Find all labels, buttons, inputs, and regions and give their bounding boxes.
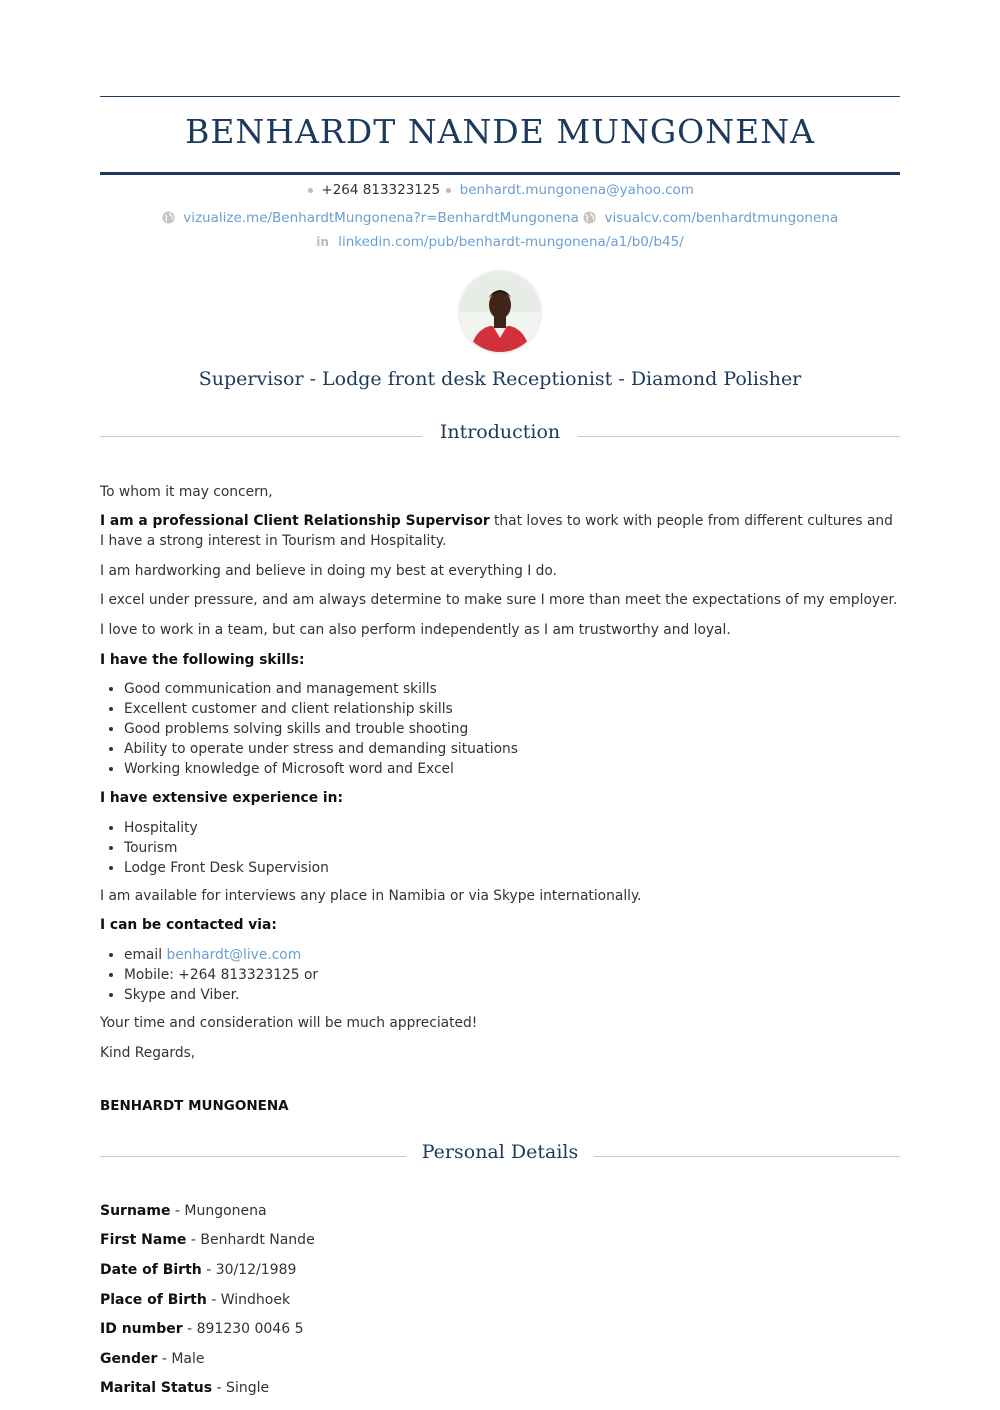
detail-label: Place of Birth [100, 1292, 207, 1308]
detail-label: Date of Birth [100, 1262, 202, 1278]
signature-name: BENHARDT MUNGONENA [100, 1098, 289, 1114]
skills-heading: I have the following skills: [100, 652, 305, 668]
experience-heading: I have extensive experience in: [100, 790, 343, 806]
intro-paragraph [100, 511, 900, 551]
name-underline [100, 172, 900, 175]
detail-date-of-birth [100, 1262, 296, 1278]
detail-marital-status [100, 1380, 269, 1396]
paragraph: I excel under pressure, and am always determine to make sure I more than meet the expectations of my employer. [100, 592, 898, 608]
detail-value: - Single [212, 1380, 270, 1396]
section-heading-personal-details [100, 1141, 900, 1171]
list-item: • Tourism [124, 838, 900, 858]
availability-text: I am available for interviews any place in Namibia or via Skype internationally. [100, 888, 642, 904]
professional-headline: Supervisor - Lodge front desk Receptionist - Diamond Polisher [198, 368, 802, 390]
email-link[interactable]: benhardt.mungonena@yahoo.com [459, 182, 694, 198]
list-item: • Mobile: +264 813323125 or [124, 965, 900, 985]
list-item: • Ability to operate under stress and demanding situations [124, 739, 900, 759]
contact-row-linkedin [100, 234, 900, 250]
candidate-name: BENHARDT NANDE MUNGONENA [185, 112, 815, 151]
contact-list [100, 945, 900, 1005]
detail-value: - 891230 0046 5 [182, 1321, 304, 1337]
linkedin-icon: in [316, 235, 329, 249]
detail-label: Marital Status [100, 1380, 213, 1396]
section-title: Personal Details [421, 1141, 579, 1163]
list-item: • Lodge Front Desk Supervision [124, 858, 900, 878]
contact-email-link[interactable]: benhardt@live.com [166, 947, 302, 963]
linkedin-link[interactable]: linkedin.com/pub/benhardt-mungonena/a1/b0/b45/ [338, 234, 684, 250]
bullet-icon [308, 188, 313, 193]
heading-line-right [594, 1156, 900, 1157]
list-item: • Skype and Viber. [124, 985, 900, 1005]
introduction-body [100, 482, 900, 1063]
paragraph: I am hardworking and believe in doing my best at everything I do. [100, 563, 558, 579]
skills-list [100, 679, 900, 779]
paragraph: I love to work in a team, but can also perform independently as I am trustworthy and loyal. [100, 622, 731, 638]
heading-line-right [578, 436, 900, 437]
list-item: • Good communication and management skills [124, 679, 900, 699]
list-item: • Hospitality [124, 818, 900, 838]
detail-value: - Benhardt Nande [186, 1232, 315, 1248]
detail-surname [100, 1203, 267, 1219]
list-item: • Working knowledge of Microsoft word and Excel [124, 759, 900, 779]
detail-gender [100, 1351, 205, 1367]
detail-label: ID number [100, 1321, 183, 1337]
detail-value: - Male [157, 1351, 205, 1367]
greeting: To whom it may concern, [100, 484, 273, 500]
list-item: • Excellent customer and client relationship skills [124, 699, 900, 719]
list-item [124, 945, 900, 965]
detail-label: First Name [100, 1232, 187, 1248]
intro-text: that loves to work with people from different cultures and I have a strong interest in Tourism and Hospitality. [100, 513, 893, 549]
email-label: email [124, 947, 167, 963]
section-heading-introduction [100, 421, 900, 451]
contact-row-phone-email [100, 182, 900, 198]
regards-text: Kind Regards, [100, 1045, 196, 1061]
detail-value: - Windhoek [206, 1292, 291, 1308]
detail-value: - 30/12/1989 [201, 1262, 297, 1278]
intro-bold-text: I am a professional Client Relationship Supervisor [100, 513, 490, 529]
phone-number: +264 813323125 [321, 182, 441, 198]
detail-id-number [100, 1321, 304, 1337]
detail-place-of-birth [100, 1292, 290, 1308]
website-link-visualcv[interactable]: visualcv.com/benhardtmungonena [604, 210, 839, 226]
section-title: Introduction [439, 421, 561, 443]
detail-value: - Mungonena [170, 1203, 267, 1219]
closing-text: Your time and consideration will be much appreciated! [100, 1015, 478, 1031]
contact-heading: I can be contacted via: [100, 917, 277, 933]
globe-icon [162, 211, 175, 224]
top-divider [100, 96, 900, 97]
experience-list [100, 818, 900, 878]
bullet-icon [446, 188, 451, 193]
globe-icon [583, 211, 596, 224]
contact-row-websites [100, 210, 900, 226]
website-link-vizualize[interactable]: vizualize.me/BenhardtMungonena?r=BenhardtMungonena [183, 210, 579, 226]
list-item: • Good problems solving skills and trouble shooting [124, 719, 900, 739]
profile-photo [460, 272, 540, 352]
detail-label: Surname [100, 1203, 171, 1219]
detail-label: Gender [100, 1351, 158, 1367]
detail-first-name [100, 1232, 315, 1248]
